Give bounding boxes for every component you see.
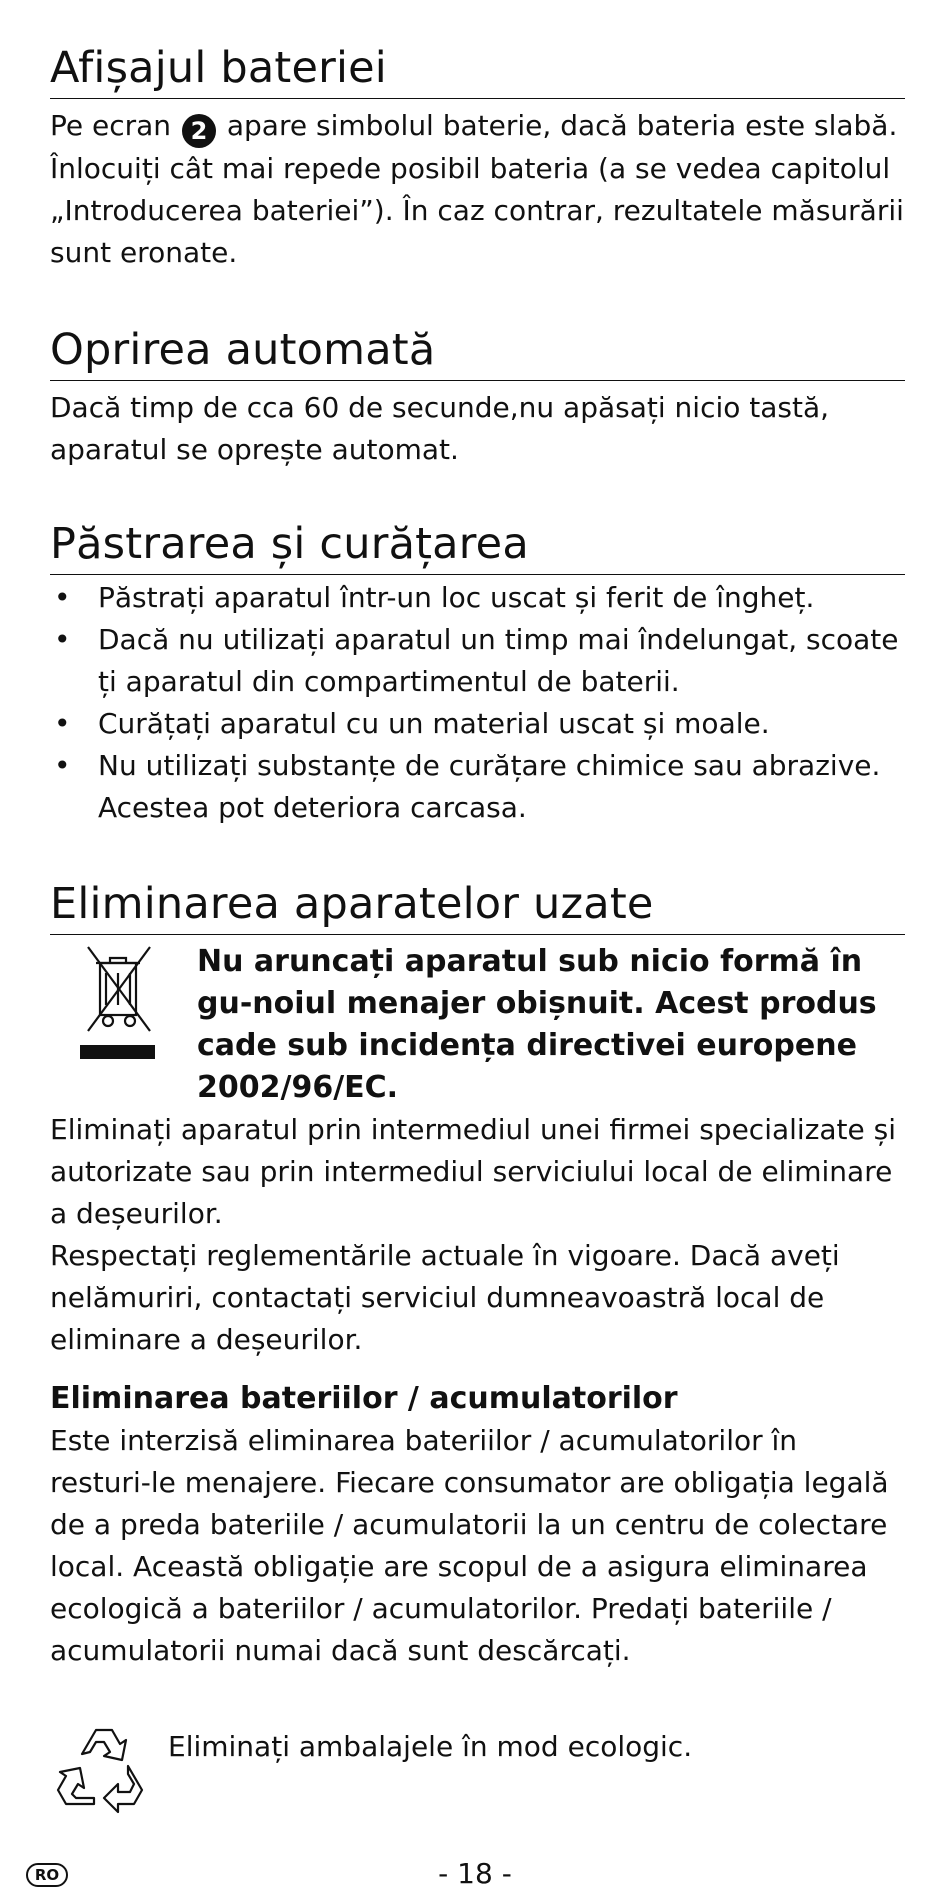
list-item: • Nu utilizați substanțe de curățare chimice sau abrazive. Acestea pot deteriora carcasa. xyxy=(50,745,905,829)
section-title: Oprirea automată xyxy=(50,322,905,381)
list-item: • Curățați aparatul cu un material uscat și moale. xyxy=(50,703,905,745)
text-fragment: Pe ecran xyxy=(50,109,172,142)
number-badge: 2 xyxy=(182,114,216,148)
section-battery-display xyxy=(50,40,905,274)
disposal-paragraph: Respectați reglementările actuale în vigoare. Dacă aveți nelămuriri, contactați serviciul dumneavoastră local de eliminare a deșeurilor. xyxy=(50,1239,840,1356)
text-fragment: apare simbolul baterie, dacă bateria este slabă. Înlocuiți cât mai repede posibil bateria (a se vedea capitolul „Introducerea bateriei”). În caz contrar, rezultatele măsurării sunt eronate. xyxy=(50,109,904,269)
section-packaging xyxy=(50,1718,905,1814)
section-storage-cleaning xyxy=(50,516,905,829)
section-title: Afișajul bateriei xyxy=(50,40,905,99)
crossed-out-wheelie-bin-icon xyxy=(70,941,165,1061)
list-item: • Păstrați aparatul într-un loc uscat și ferit de îngheț. xyxy=(50,577,905,619)
page-number: - 18 - xyxy=(438,1857,512,1890)
section-auto-off xyxy=(50,322,905,471)
section-disposal xyxy=(50,876,905,1361)
weee-notice xyxy=(50,941,905,1109)
packaging-notice xyxy=(50,1718,905,1814)
bullet-list xyxy=(50,577,905,829)
language-badge: RO xyxy=(26,1863,68,1887)
section-title: Păstrarea și curățarea xyxy=(50,516,905,575)
weee-warning-text: Nu aruncați aparatul sub nicio formă în gu-noiul menajer obișnuit. Acest produs cade sub incidența directivei europene 2002/96/EC. xyxy=(197,944,877,1105)
section-text: Dacă timp de cca 60 de secunde,nu apăsați nicio tastă, aparatul se oprește automat. xyxy=(50,391,830,466)
section-text xyxy=(50,105,905,274)
section-title: Eliminarea aparatelor uzate xyxy=(50,876,905,935)
section-battery-disposal xyxy=(50,1378,905,1672)
recycling-arrows-icon xyxy=(50,1718,152,1814)
disposal-paragraph: Eliminați aparatul prin intermediul unei firmei specializate și autorizate sau prin intermediul serviciului local de eliminare a deșeurilor. xyxy=(50,1113,897,1230)
packaging-text: Eliminați ambalajele în mod ecologic. xyxy=(168,1730,693,1763)
list-item: • Dacă nu utilizați aparatul un timp mai îndelungat, scoate ți aparatul din compartimentul de baterii. xyxy=(50,619,905,703)
subsection-title: Eliminarea bateriilor / acumulatorilor xyxy=(50,1381,678,1416)
section-text: Este interzisă eliminarea bateriilor / acumulatorilor în resturi-le menajere. Fiecare consumator are obligația legală de a preda bateriile / acumulatorii la un centru de colectare local. Această obligație are scopul de a asigura eliminarea ecologică a bateriilor / acumulatorilor. Predați bateriile / acumulatorii numai dacă sunt descărcați. xyxy=(50,1424,889,1667)
